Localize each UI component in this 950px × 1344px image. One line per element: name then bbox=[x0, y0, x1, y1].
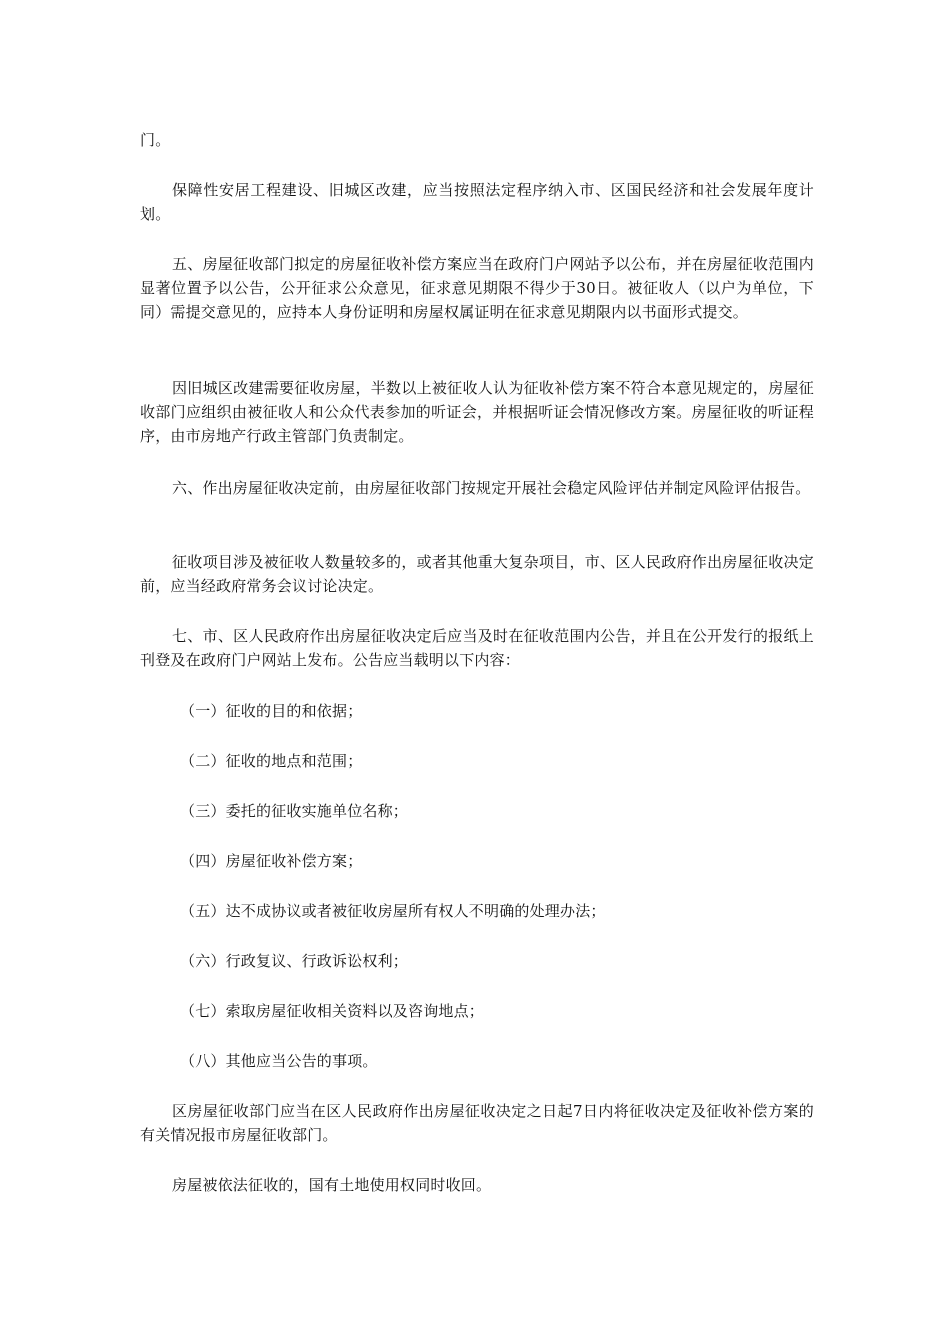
paragraph-section-six: 六、作出房屋征收决定前，由房屋征收部门按规定开展社会稳定风险评估并制定风险评估报告。 bbox=[172, 479, 811, 497]
list-item-5: （五）达不成协议或者被征收房屋所有权人不明确的处理办法； bbox=[180, 902, 606, 920]
list-item-3: （三）委托的征收实施单位名称； bbox=[180, 802, 409, 820]
list-item-8: （八）其他应当公告的事项。 bbox=[180, 1052, 378, 1070]
list-item-6: （六）行政复议、行政诉讼权利； bbox=[180, 952, 409, 970]
list-item-4: （四）房屋征收补偿方案； bbox=[180, 852, 363, 870]
paragraph-hearing: 因旧城区改建需要征收房屋，半数以上被征收人认为征收补偿方案不符合本意见规定的，房屋征收部门应组织由被征收人和公众代表参加的听证会，并根据听证会情况修改方案。房屋征收的听证程序，由市房地产行政主管部门负责制定。 bbox=[140, 379, 814, 445]
paragraph-major-projects: 征收项目涉及被征收人数量较多的，或者其他重大复杂项目，市、区人民政府作出房屋征收决定前，应当经政府常务会议讨论决定。 bbox=[140, 553, 814, 595]
list-item-2: （二）征收的地点和范围； bbox=[180, 752, 363, 770]
list-item-7: （七）索取房屋征收相关资料以及咨询地点； bbox=[180, 1002, 485, 1020]
paragraph-section-five: 五、房屋征收部门拟定的房屋征收补偿方案应当在政府门户网站予以公布，并在房屋征收范围内显著位置予以公告，公开征求公众意见，征求意见期限不得少于30日。被征收人（以户为单位，下同）需提交意见的，应持本人身份证明和房屋权属证明在征求意见期限内以书面形式提交。 bbox=[140, 255, 814, 321]
list-item-1: （一）征收的目的和依据； bbox=[180, 702, 363, 720]
paragraph-section-seven: 七、市、区人民政府作出房屋征收决定后应当及时在征收范围内公告，并且在公开发行的报纸上刊登及在政府门户网站上发布。公告应当载明以下内容： bbox=[140, 627, 814, 669]
paragraph-land-rights: 房屋被依法征收的，国有土地使用权同时收回。 bbox=[172, 1176, 492, 1194]
paragraph-planning: 保障性安居工程建设、旧城区改建，应当按照法定程序纳入市、区国民经济和社会发展年度计划。 bbox=[140, 181, 814, 223]
paragraph-reporting: 区房屋征收部门应当在区人民政府作出房屋征收决定之日起7日内将征收决定及征收补偿方案的有关情况报市房屋征收部门。 bbox=[140, 1102, 814, 1144]
paragraph-continuation: 门。 bbox=[140, 131, 171, 149]
